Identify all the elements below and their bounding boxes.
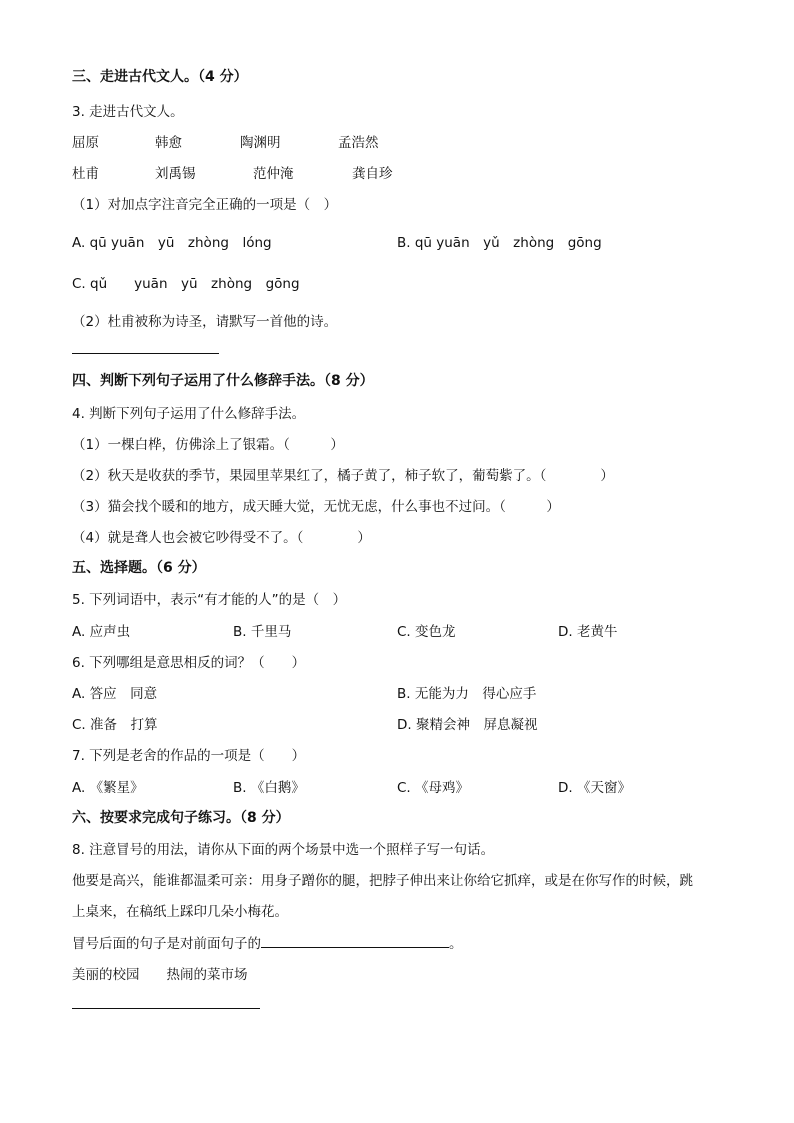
answer-line-poem [72, 353, 219, 354]
name-2: 韩愈 [155, 135, 182, 151]
q5-option-b: B. 千里马 [233, 624, 292, 640]
question-5: 5. 下列词语中，表示“有才能的人”的是（ ） [72, 592, 347, 608]
passage-line-1: 他要是高兴，能谁都温柔可亲：用身子蹭你的腿，把脖子伸出来让你给它抓痒，或是在你写作的时候，跳 [72, 873, 693, 889]
option-a: A. qū yuān yū zhòng lóng [72, 235, 272, 251]
q6-option-b: B. 无能为力 得心应手 [397, 686, 537, 702]
question-3: 3. 走进古代文人。 [72, 104, 184, 120]
section-4-heading: 四、判断下列句子运用了什么修辞手法。（8 分） [72, 373, 374, 389]
q6-option-c: C. 准备 打算 [72, 717, 158, 733]
option-b: B. qū yuān yǔ zhòng gōng [397, 235, 602, 251]
rhetoric-item: （4）就是聋人也会被它吵得受不了。（ ） [72, 530, 371, 546]
q7-option-b: B. 《白鹅》 [233, 780, 305, 796]
q6-option-d: D. 聚精会神 屏息凝视 [397, 717, 538, 733]
answer-line-sentence [72, 1008, 260, 1009]
q5-option-d: D. 老黄牛 [558, 624, 618, 640]
q7-option-d: D. 《天窗》 [558, 780, 631, 796]
name-6: 刘禹锡 [155, 166, 196, 182]
name-5: 杜甫 [72, 166, 99, 182]
question-3-2: （2）杜甫被称为诗圣，请默写一首他的诗。 [72, 314, 338, 330]
name-4: 孟浩然 [338, 135, 379, 151]
section-6-heading: 六、按要求完成句子练习。（8 分） [72, 810, 290, 826]
question-3-1: （1）对加点字注音完全正确的一项是（ ） [72, 197, 338, 213]
option-c: C. qǔ yuān yū zhòng gōng [72, 276, 300, 292]
name-3: 陶渊明 [240, 135, 281, 151]
question-7: 7. 下列是老舍的作品的一项是（ ） [72, 748, 306, 764]
rhetoric-item: （3）猫会找个暖和的地方，成天睡大觉，无忧无虑，什么事也不过问。（ ） [72, 499, 560, 515]
rhetoric-item: （1）一棵白桦，仿佛涂上了银霜。（ ） [72, 437, 344, 453]
section-5-heading: 五、选择题。（6 分） [72, 560, 206, 576]
q6-option-a: A. 答应 同意 [72, 686, 158, 702]
question-4: 4. 判断下列句子运用了什么修辞手法。 [72, 406, 306, 422]
fill-suffix: 。 [449, 936, 463, 952]
question-6: 6. 下列哪组是意思相反的词？（ ） [72, 655, 306, 671]
fill-in-blank [72, 932, 463, 952]
rhetoric-item: （2）秋天是收获的季节，果园里苹果红了，橘子黄了，柿子软了，葡萄紫了。（ ） [72, 468, 614, 484]
fill-prefix: 冒号后面的句子是对前面句子的 [72, 936, 261, 952]
q7-option-a: A. 《繁星》 [72, 780, 144, 796]
q7-option-c: C. 《母鸡》 [397, 780, 470, 796]
name-8: 龚自珍 [352, 166, 393, 182]
scene-options: 美丽的校园 热闹的菜市场 [72, 967, 248, 983]
blank-line [261, 935, 449, 948]
question-8: 8. 注意冒号的用法，请你从下面的两个场景中选一个照样子写一句话。 [72, 842, 495, 858]
passage-line-2: 上桌来，在稿纸上踩印几朵小梅花。 [72, 904, 288, 920]
name-7: 范仲淹 [253, 166, 294, 182]
section-3-heading: 三、走进古代文人。（4 分） [72, 69, 248, 85]
name-1: 屈原 [72, 135, 99, 151]
q5-option-a: A. 应声虫 [72, 624, 131, 640]
q5-option-c: C. 变色龙 [397, 624, 456, 640]
